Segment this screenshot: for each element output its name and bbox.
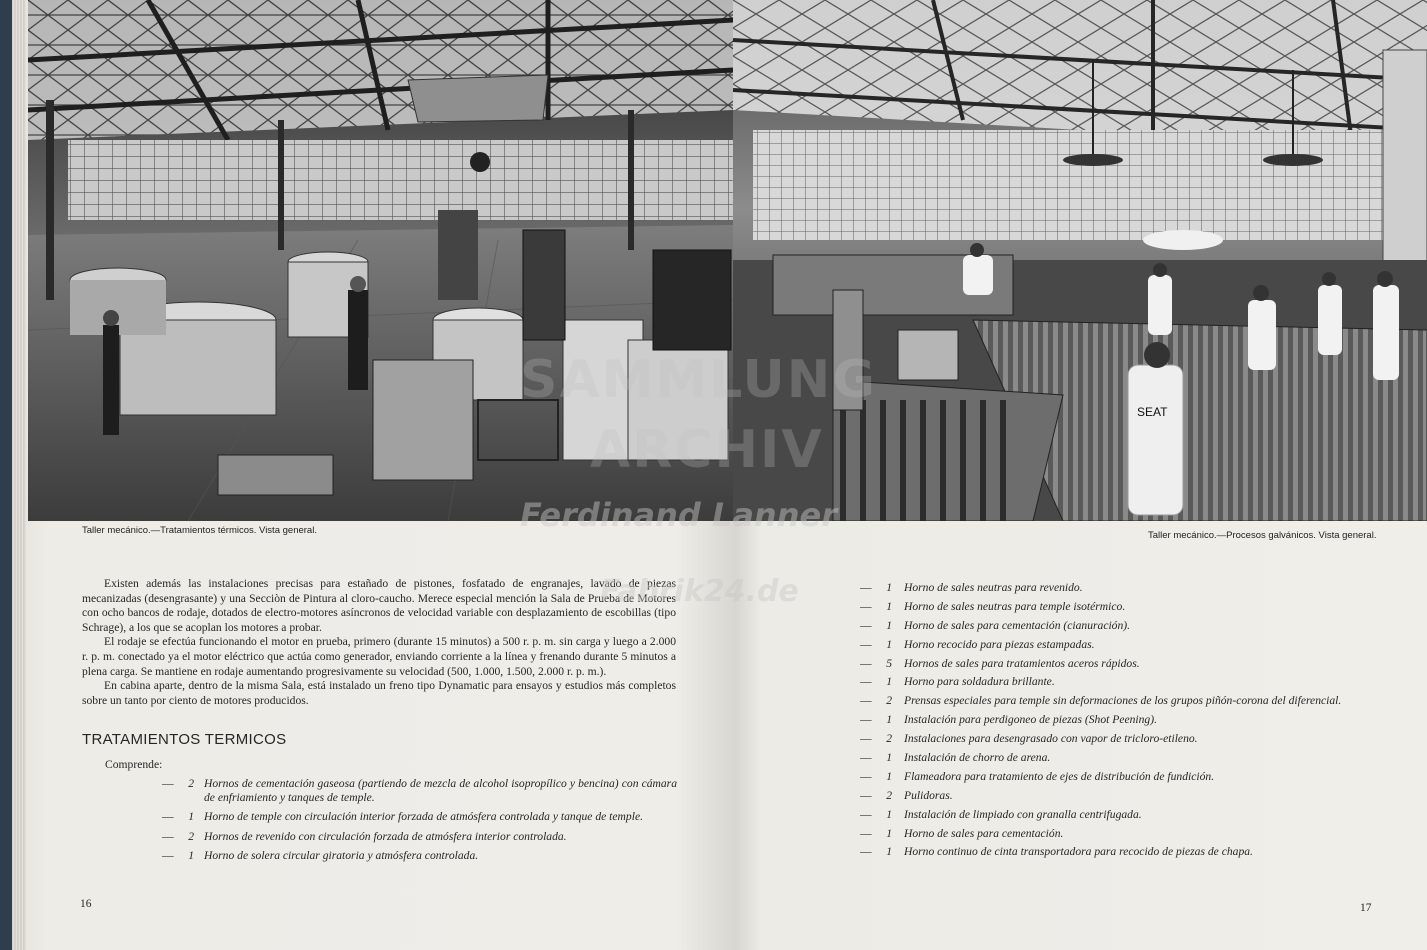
item-quantity: 2 [886, 694, 892, 708]
item-description: Instalaciones para desengrasado con vapor de tricloro-etileno. [904, 732, 1198, 746]
list-dash: — [860, 751, 872, 765]
item-quantity: 2 [188, 777, 194, 790]
item-quantity: 2 [886, 732, 892, 746]
list-dash: — [162, 777, 174, 790]
item-quantity: 1 [886, 618, 892, 632]
list-item [860, 600, 1372, 614]
list-item [860, 770, 1372, 784]
left-page-body [82, 577, 676, 708]
item-quantity: 1 [886, 751, 892, 765]
list-item [860, 845, 1372, 859]
watermark-line: Ferdinand Lanner [520, 496, 837, 534]
list-item [860, 789, 1372, 803]
item-description: Horno para soldadura brillante. [904, 675, 1055, 689]
page-number-right: 17 [1360, 902, 1372, 914]
photo-heat-treatment-workshop [28, 0, 733, 521]
item-quantity: 1 [886, 807, 892, 821]
item-quantity: 1 [886, 675, 892, 689]
list-dash: — [860, 807, 872, 821]
list-dash: — [860, 656, 872, 670]
item-description: Horno continuo de cinta transportadora para recocido de piezas de chapa. [904, 845, 1253, 859]
list-dash: — [162, 829, 174, 843]
list-dash: — [162, 849, 174, 862]
photo-galvanic-processes [733, 0, 1427, 521]
paragraph: En cabina aparte, dentro de la misma Sala, está instalado un freno tipo Dynamatic para ensayos y estudios más completos sobre un tanto por ciento de motores producidos. [82, 679, 676, 707]
item-description: Instalación de limpiado con granalla centrifugada. [904, 807, 1142, 821]
right-equipment-list [860, 581, 1372, 864]
paragraph: Existen además las instalaciones precisas para estañado de pistones, fosfatado de engranajes, lavado de piezas mecanizadas (desengrasante) y una Secciòn de Pintura al cloro-caucho. Merece especial mención la Sala de Prueba de Motores con ocho bancos de rodaje, dotados de electro-motores asíncronos de velocidad variable con desplazamiento de escobillas (tipo Schrage), a los que se acoplan los motores a probar. [82, 577, 676, 634]
list-dash: — [860, 826, 872, 840]
worker-label: SEAT [1137, 405, 1168, 419]
list-dash: — [860, 618, 872, 632]
list-item [162, 777, 677, 804]
photo-caption-right: Taller mecánico.—Procesos galvánicos. Vista general. [1148, 530, 1377, 541]
list-dash: — [860, 637, 872, 651]
item-description: Horno de temple con circulación interior forzada de atmósfera controlada y tanque de temple. [204, 810, 643, 823]
list-item [860, 675, 1372, 689]
list-dash: — [860, 599, 872, 613]
list-item [860, 827, 1372, 841]
list-dash: — [860, 845, 872, 859]
list-intro: Comprende: [105, 758, 163, 771]
list-item [860, 694, 1372, 708]
list-item [162, 830, 677, 844]
item-description: Horno de solera circular giratoria y atmósfera controlada. [204, 849, 479, 862]
page-number-left: 16 [80, 898, 92, 910]
item-description: Horno de sales neutras para revenido. [904, 581, 1083, 594]
item-description: Instalación para perdigoneo de piezas (Shot Peening). [904, 713, 1157, 727]
item-quantity: 1 [886, 599, 892, 613]
item-description: Hornos de sales para tratamientos aceros rápidos. [904, 656, 1140, 670]
list-dash: — [860, 732, 872, 746]
photo-caption-left: Taller mecánico.—Tratamientos térmicos. Vista general. [82, 525, 317, 536]
list-dash: — [860, 675, 872, 689]
list-dash: — [162, 810, 174, 823]
list-item [860, 638, 1372, 652]
item-description: Horno de sales para cementación. [904, 826, 1064, 840]
list-dash: — [860, 581, 872, 594]
section-heading: TRATAMIENTOS TERMICOS [82, 731, 287, 748]
item-description: Prensas especiales para temple sin deformaciones de los grupos piñón-corona del diferencial. [904, 694, 1342, 708]
page-stack-edge [12, 0, 26, 950]
watermark-line: ARCHIV [590, 420, 824, 480]
item-description: Hornos de cementación gaseosa (partiendo de mezcla de alcohol isopropílico y bencina) con cámara de enfriamiento y tanques de temple. [204, 777, 677, 804]
left-equipment-list [162, 777, 677, 869]
list-dash: — [860, 713, 872, 727]
list-item [860, 751, 1372, 765]
paragraph: El rodaje se efectúa funcionando el motor en prueba, primero (durante 15 minutos) a 500 r. p. m. sin carga y luego a 2.000 r. p. m. conectado ya el motor eléctrico que actúa como generador, enviando corriente a la línea y frenando durante 5 minutos a plena carga. Se mantiene en rodaje aumentando progresivamente su velocidad (500, 1.000, 1.500, 2.000 r. p. m.). [82, 635, 676, 678]
list-item [162, 849, 677, 863]
list-item [860, 713, 1372, 727]
item-description: Horno de sales para cementación (cianuración). [904, 618, 1131, 632]
list-item [860, 808, 1372, 822]
item-description: Horno recocido para piezas estampadas. [904, 637, 1095, 651]
list-item [860, 581, 1372, 595]
item-quantity: 1 [886, 769, 892, 783]
list-dash: — [860, 788, 872, 802]
list-item [162, 810, 677, 824]
list-item [860, 619, 1372, 633]
item-quantity: 1 [886, 581, 892, 594]
watermark-line: Fabrik24.de [600, 574, 799, 609]
item-description: Horno de sales neutras para temple isotérmico. [904, 599, 1126, 613]
item-quantity: 1 [886, 826, 892, 840]
item-quantity: 2 [188, 829, 194, 843]
list-dash: — [860, 694, 872, 708]
item-description: Flameadora para tratamiento de ejes de distribución de fundición. [904, 769, 1215, 783]
list-item [860, 657, 1372, 671]
item-description: Instalación de chorro de arena. [904, 751, 1051, 765]
item-quantity: 5 [886, 656, 892, 670]
list-dash: — [860, 769, 872, 783]
item-description: Hornos de revenido con circulación forzada de atmósfera interior controlada. [204, 829, 567, 843]
item-quantity: 1 [886, 845, 892, 859]
item-description: Pulidoras. [904, 788, 953, 802]
list-item [860, 732, 1372, 746]
item-quantity: 1 [886, 713, 892, 727]
item-quantity: 1 [188, 810, 194, 823]
watermark-line: SAMMLUNG [520, 350, 877, 410]
item-quantity: 1 [188, 849, 194, 862]
item-quantity: 2 [886, 788, 892, 802]
item-quantity: 1 [886, 637, 892, 651]
